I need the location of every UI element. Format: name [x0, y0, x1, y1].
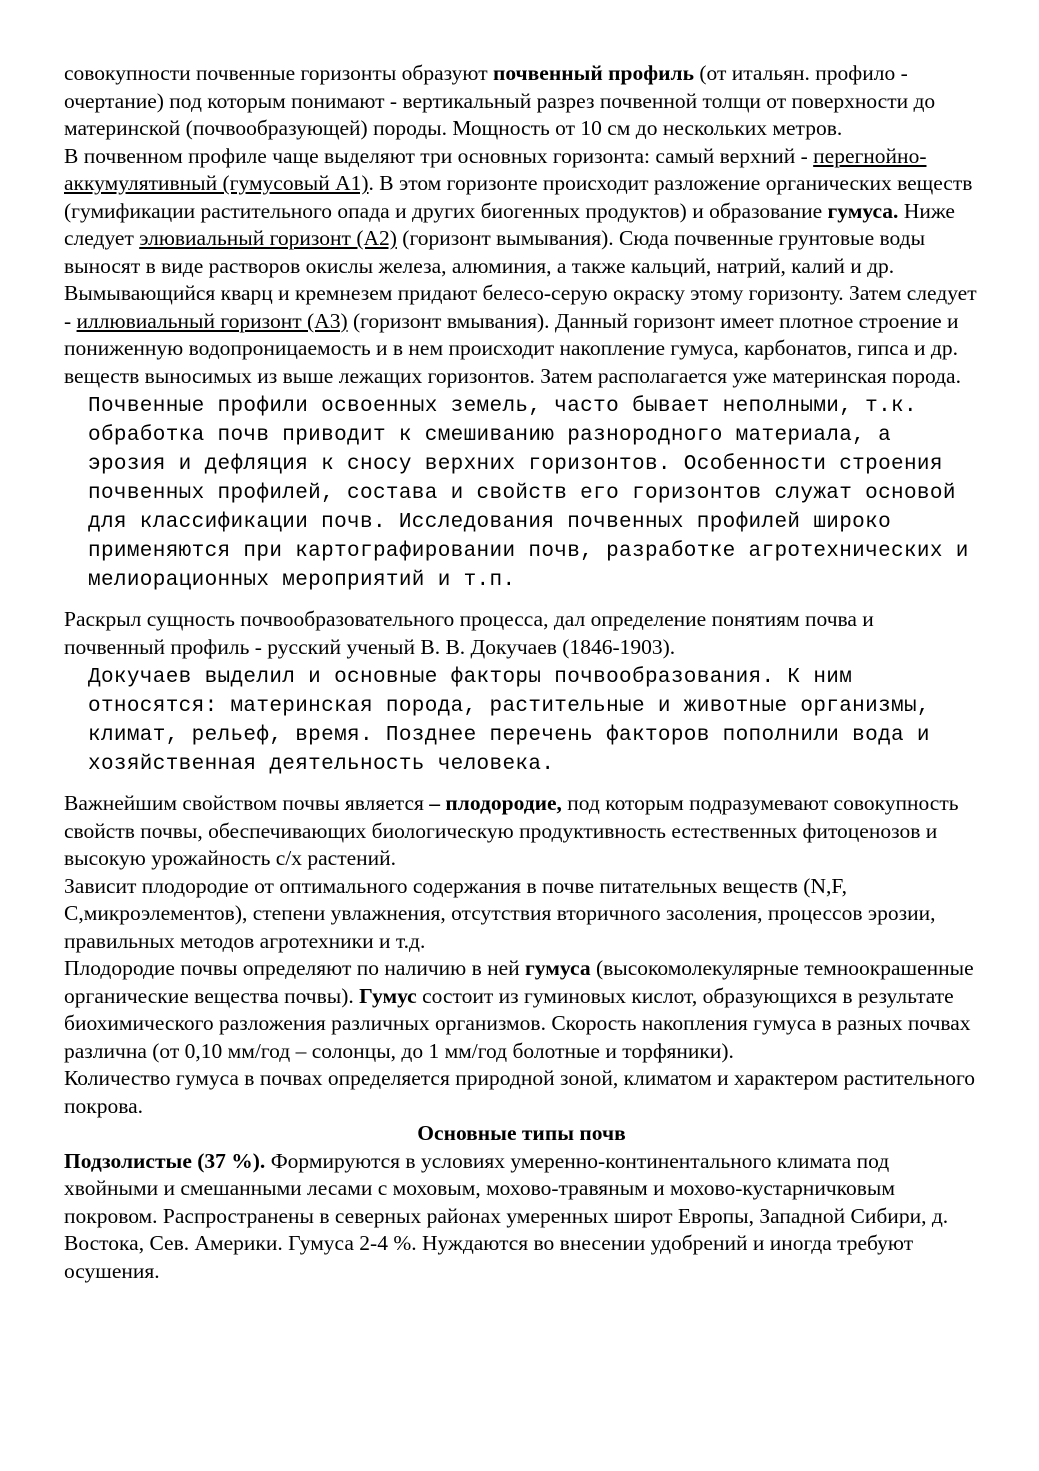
text: Важнейшим свойством почвы является — [64, 791, 430, 815]
text: В почвенном профиле чаще выделяют три основных горизонта: самый верхний - — [64, 143, 814, 168]
paragraph-podzolic — [64, 1148, 979, 1286]
text: . В этом горизонте происходит разложение органических веществ (гумификации растительного опада и других биогенных продуктов) и образование — [64, 171, 973, 223]
bold-term: Гумус — [359, 983, 417, 1008]
text: под которым подразумевают совокупность свойств почвы, обеспечивающих биологическую продуктивность естественных фитоценозов и высокую урожайность с/х растений. — [64, 791, 959, 870]
text: Формируются в условиях умеренно-континентального климата под хвойными и смешанными лесами с моховым, мохово-травяным и мохово-кустарничковым покровом. Распространены в северных районах умеренных широт Европы, Западной Сибири, д. Востока, Сев. Америки. Гумуса 2-4 %. Нуждаются во внесении удобрений и иногда требуют осушения. — [64, 1148, 949, 1283]
underlined-term: элювиальный горизонт (А2) — [139, 226, 397, 250]
paragraph-humus — [64, 955, 979, 1065]
paragraph-humus-amount: Количество гумуса в почвах определяется природной зоной, климатом и характером растительного покрова. — [64, 1066, 975, 1118]
text: Ниже следует — [64, 198, 955, 250]
paragraph-dokuchaev: Раскрыл сущность почвообразовательного процесса, дал определение понятиям почва и почвенный профиль - русский ученый В. В. Докучаев (1846-1903). — [64, 607, 874, 659]
text: (высокомолекулярные темноокрашенные органические вещества почвы). — [64, 956, 974, 1008]
paragraph-horizons — [64, 143, 979, 391]
text: Плодородие почвы определяют по наличию в ней — [64, 956, 526, 980]
underlined-term: иллювиальный горизонт (А3) — [76, 308, 348, 333]
section-heading: Основные типы почв — [417, 1121, 626, 1145]
paragraph-cultivated-profiles: Почвенные профили освоенных земель, часто бывает неполными, т.к. обработка почв приводит к смешиванию разнородного материала, а эрозия и дефляция к сносу верхних горизонтов. Особенности строения почвенных профилей, состава и свойств его горизонтов служат основой для классификации почв. Исследования почвенных профилей широко применяются при картографировании почв, разработке агротехнических и мелиорационных мероприятий и т.п. — [88, 395, 969, 592]
bold-term: гумуса — [525, 956, 591, 980]
bold-term: Подзолистые (37 %). — [64, 1148, 266, 1173]
underlined-term: перегнойно-аккумулятивный (гумусовый А1) — [64, 143, 927, 195]
text: (горизонт вмывания). Данный горизонт имеет плотное строение и пониженную водопроницаемость и в нем происходит накопление гумуса, карбонатов, гипса и др. веществ выносимых из выше лежащих горизонтов. Затем располагается уже материнская порода. — [64, 308, 961, 388]
bold-term: почвенный профиль — [492, 61, 694, 85]
paragraph-fertility — [64, 790, 979, 873]
text: (горизонт вымывания). Сюда почвенные грунтовые воды выносят в виде растворов окислы железа, алюминия, а также кальций, натрий, калий и др. Вымывающийся кварц и кремнезем придают белесо-серую окраску этому горизонту. Затем следует - — [64, 226, 977, 333]
bold-term: гумуса. — [827, 198, 899, 223]
paragraph-soil-profile — [64, 60, 979, 143]
text: совокупности почвенные горизонты образуют — [64, 61, 493, 85]
paragraph-soil-factors: Докучаев выделил и основные факторы почвообразования. К ним относятся: материнская порода, растительные и животные организмы, климат, рельеф, время. Позднее перечень факторов пополнили вода и хозяйственная деятельность человека. — [88, 666, 930, 776]
bold-term: – плодородие, — [429, 791, 562, 815]
text: состоит из гуминовых кислот, образующихся в результате биохимического разложения различных организмов. Скорость накопления гумуса в разных почвах различна (от 0,10 мм/год – солонцы, до 1 мм/год болотные и торфяники). — [64, 983, 971, 1063]
paragraph-fertility-factors: Зависит плодородие от оптимального содержания в почве питательных веществ (N,F, С,микроэлементов), степени увлажнения, отсутствия вторичного засоления, процессов эрозии, правильных методов агротехники и т.д. — [64, 873, 936, 953]
text: (от итальян. профило - очертание) под которым понимают - вертикальный разрез почвенной толщи от поверхности до материнской (почвообразующей) породы. Мощность от 10 см до нескольких метров. — [64, 61, 936, 140]
